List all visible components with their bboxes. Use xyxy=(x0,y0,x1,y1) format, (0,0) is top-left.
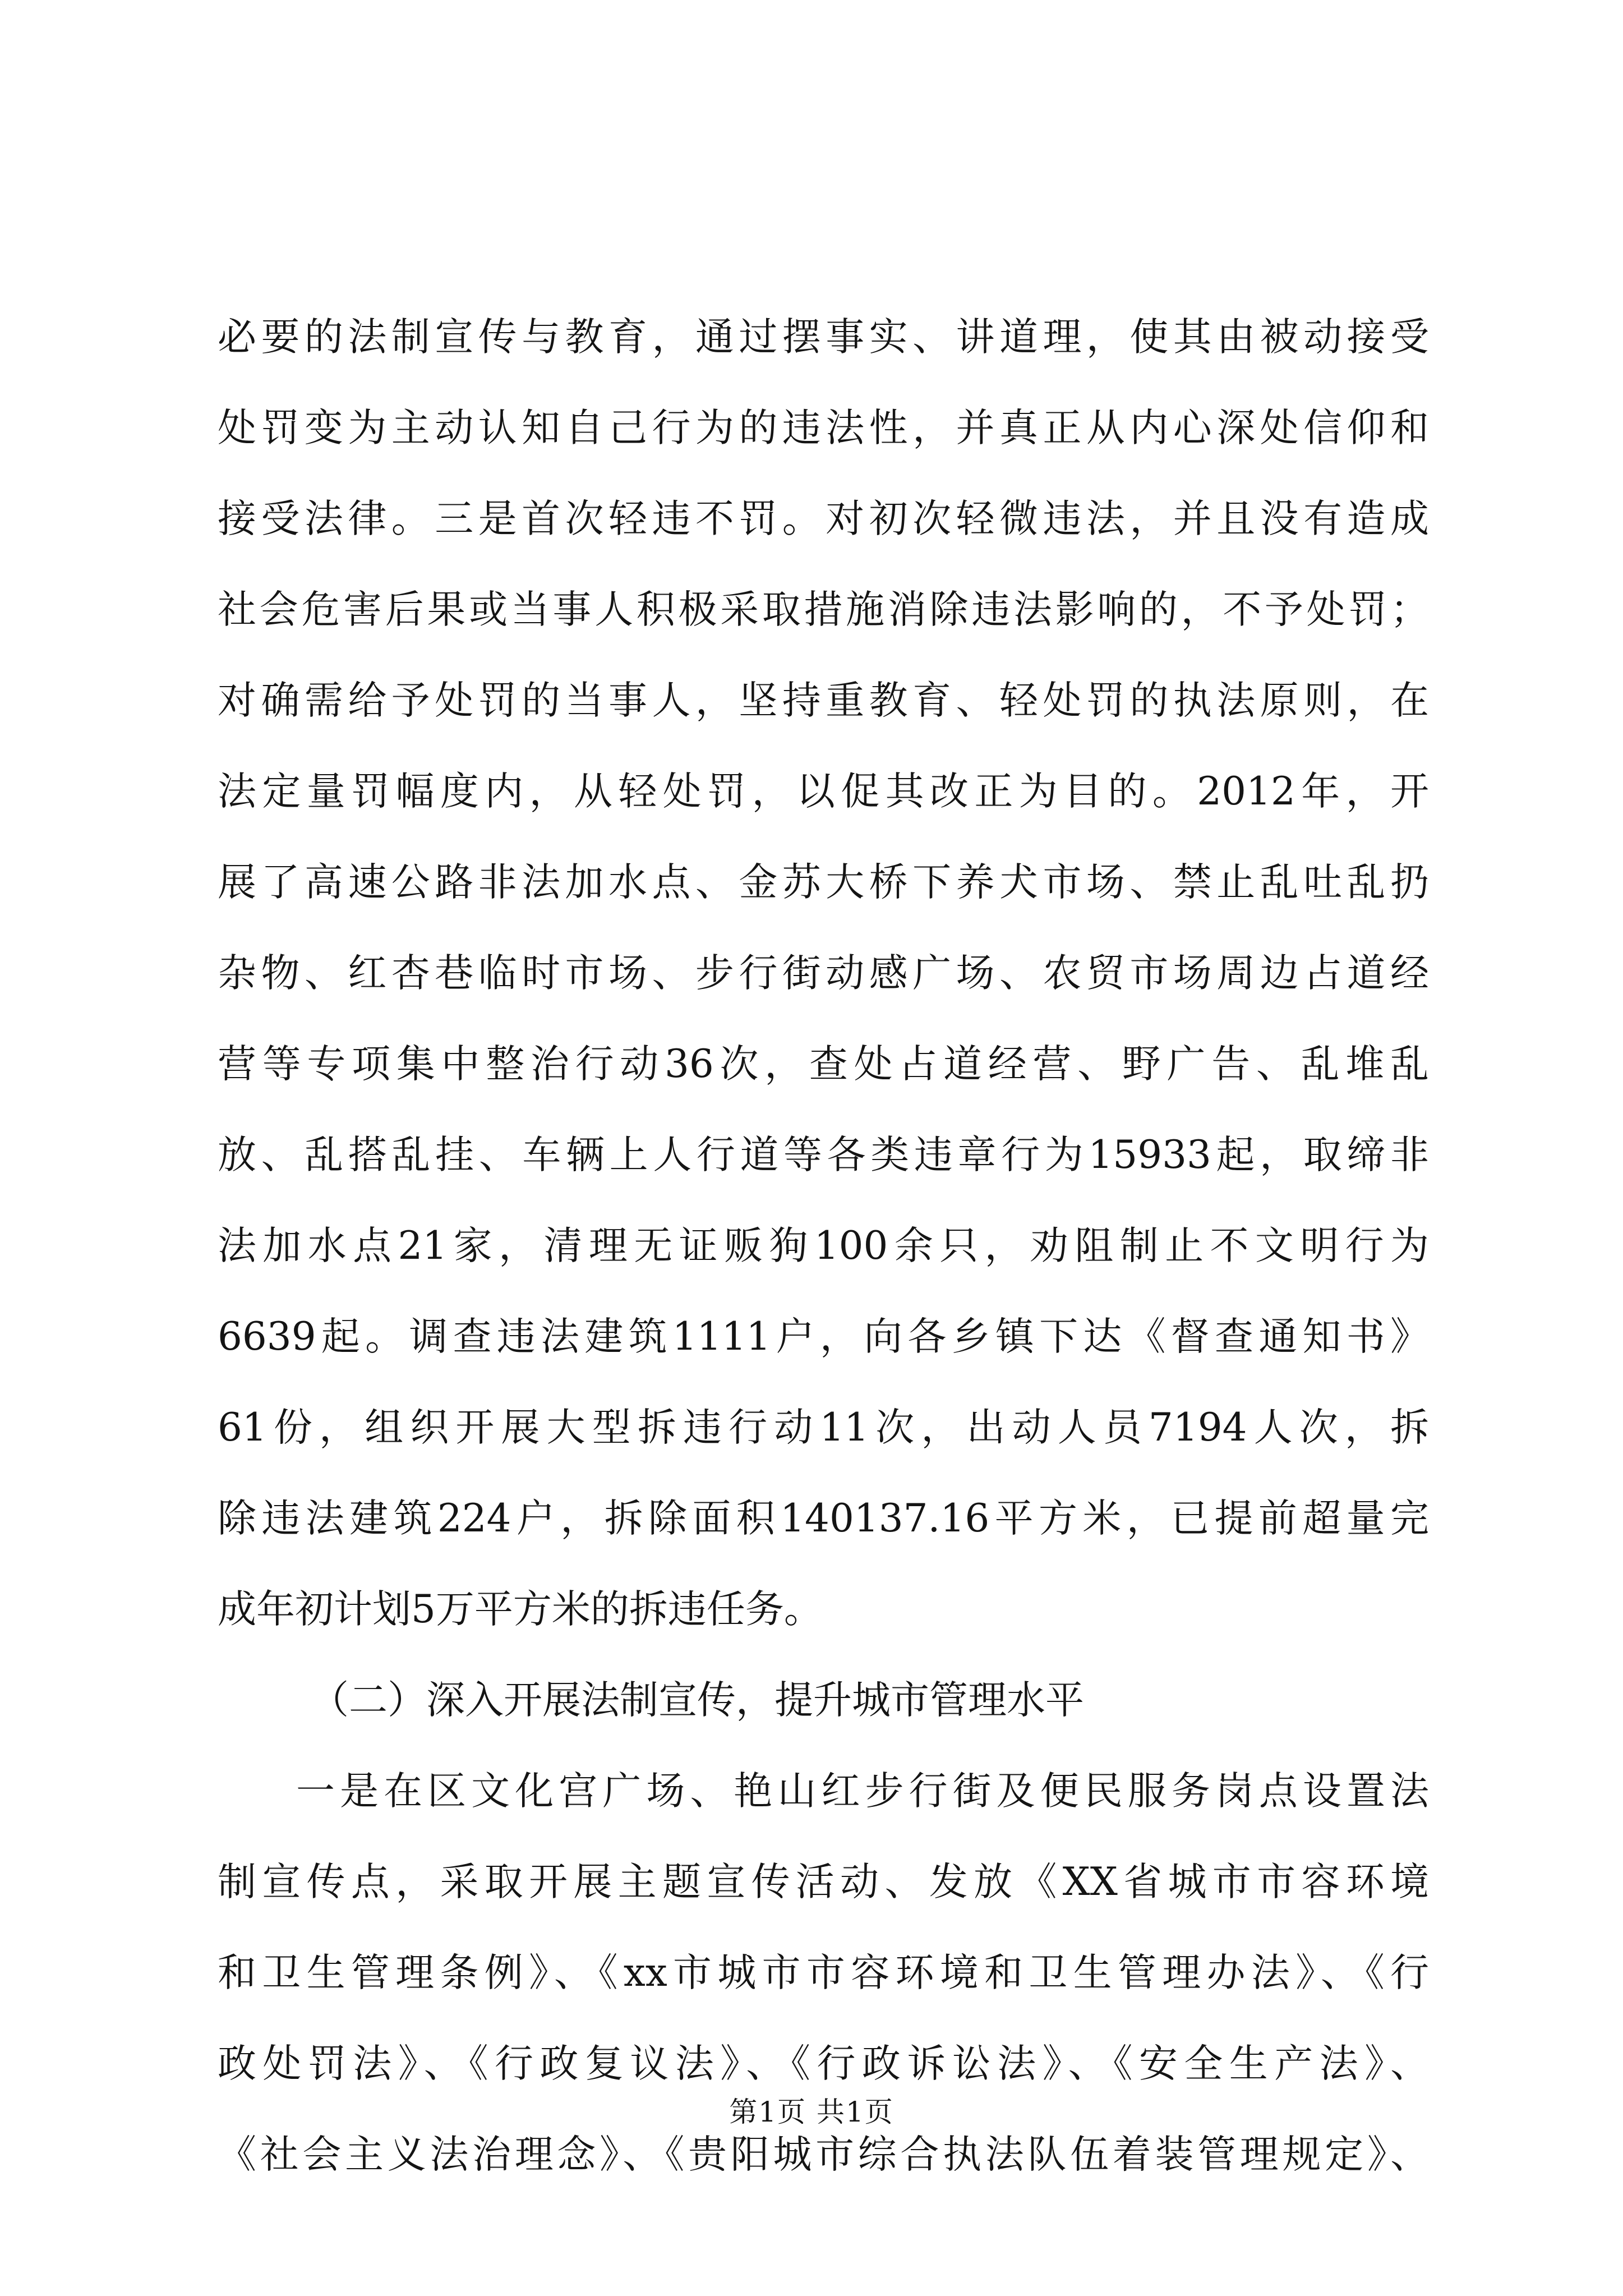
text-line: 法定量罚幅度内，从轻处罚，以促其改正为目的。2012年，开 xyxy=(218,769,1429,814)
text-line: 对确需给予处罚的当事人，坚持重教育、轻处罚的执法原则，在 xyxy=(218,678,1429,723)
text-line: 社会危害后果或当事人积极采取措施消除违法影响的，不予处罚； xyxy=(218,587,1429,632)
text-line: 杂物、红杏巷临时市场、步行街动感广场、农贸市场周边占道经 xyxy=(218,951,1429,996)
section-heading: （二）深入开展法制宣传，提升城市管理水平 xyxy=(310,1678,1084,1723)
text-line: 法加水点21家，清理无证贩狗100余只，劝阻制止不文明行为 xyxy=(218,1223,1429,1268)
page-footer: 第1页 共1页 xyxy=(729,2096,894,2128)
text-line: 必要的法制宣传与教育，通过摆事实、讲道理，使其由被动接受 xyxy=(218,315,1429,360)
text-line: 《社会主义法治理念》、《贵阳城市综合执法队伍着装管理规定》、 xyxy=(218,2132,1429,2177)
text-line: 和卫生管理条例》、《xx市城市市容环境和卫生管理办法》、《行 xyxy=(218,1950,1429,1995)
text-line: 除违法建筑224户，拆除面积140137.16平方米，已提前超量完 xyxy=(218,1496,1429,1541)
text-line: 营等专项集中整治行动36次，查处占道经营、野广告、乱堆乱 xyxy=(218,1042,1429,1087)
text-line: 展了高速公路非法加水点、金苏大桥下养犬市场、禁止乱吐乱扔 xyxy=(218,860,1429,905)
text-line: 6639起。调查违法建筑1111户，向各乡镇下达《督查通知书》 xyxy=(218,1314,1429,1359)
body-text xyxy=(218,292,1429,2200)
text-line: 接受法律。三是首次轻违不罚。对初次轻微违法，并且没有造成 xyxy=(218,496,1429,541)
text-line: 制宣传点，采取开展主题宣传活动、发放《XX省城市市容环境 xyxy=(218,1860,1429,1904)
text-line: 成年初计划5万平方米的拆违任务。 xyxy=(218,1587,823,1632)
text-line: 61份，组织开展大型拆违行动11次，出动人员7194人次，拆 xyxy=(218,1405,1429,1450)
text-line: 政处罚法》、《行政复议法》、《行政诉讼法》、《安全生产法》、 xyxy=(218,2041,1429,2086)
text-line: 处罚变为主动认知自己行为的违法性，并真正从内心深处信仰和 xyxy=(218,406,1429,450)
text-line: 一是在区文化宫广场、艳山红步行街及便民服务岗点设置法 xyxy=(296,1769,1429,1814)
text-line: 放、乱搭乱挂、车辆上人行道等各类违章行为15933起，取缔非 xyxy=(218,1133,1429,1177)
